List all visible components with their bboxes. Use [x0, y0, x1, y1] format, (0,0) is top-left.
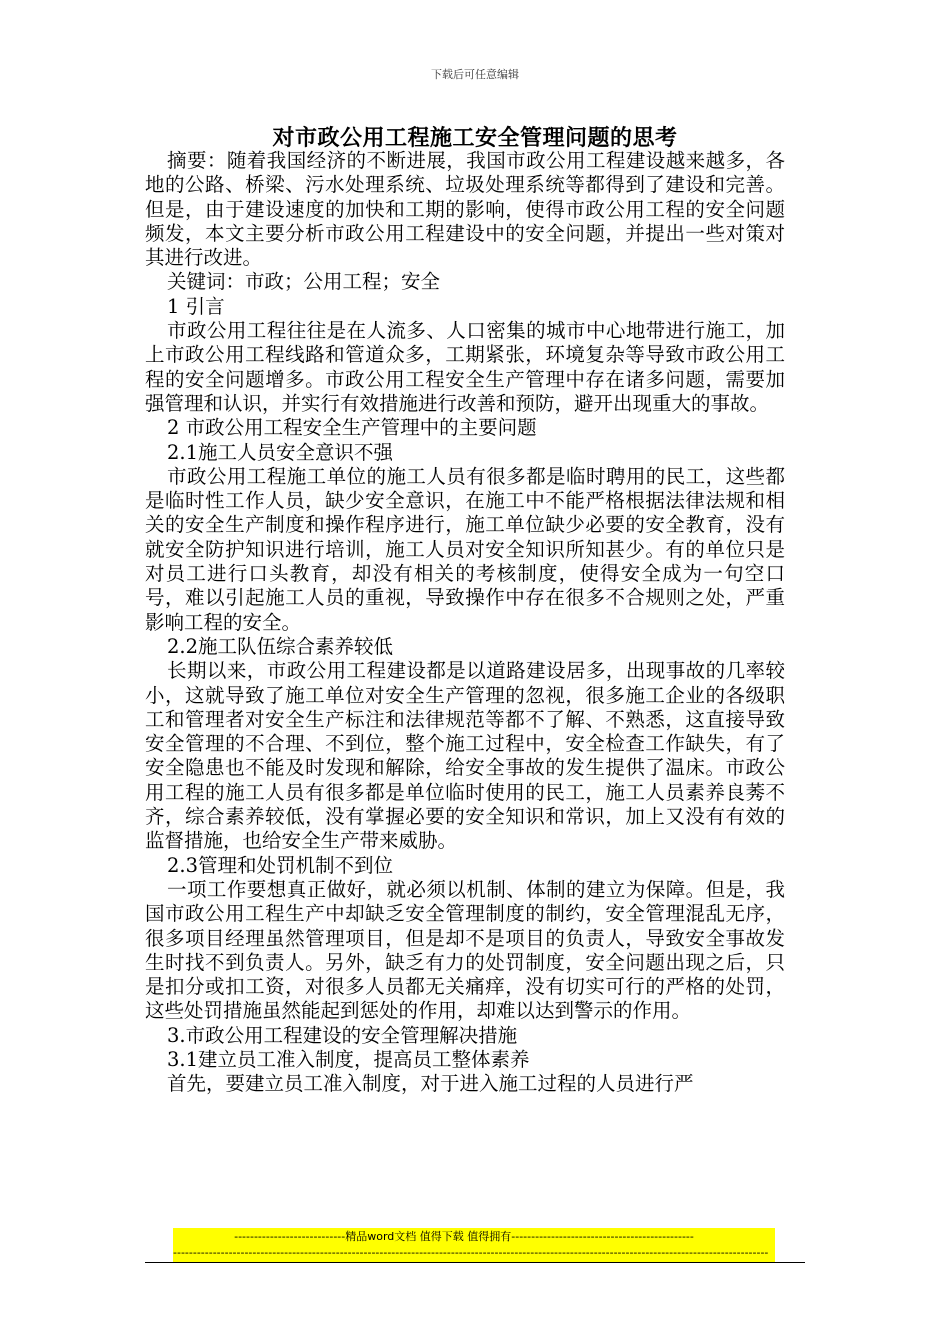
keywords-line: 关键词：市政；公用工程；安全: [167, 270, 441, 294]
footer-banner: [173, 1228, 775, 1262]
section-heading: 1 引言: [167, 294, 225, 318]
document-title: 对市政公用工程施工安全管理问题的思考: [272, 125, 678, 151]
footer-banner-text: ----------------------------精品word文档 值得下载 值得拥有----------------------------------------------: [234, 1230, 694, 1243]
abstract-paragraph: 摘要：随着我国经济的不断进展，我国市政公用工程建设越来越多，各地的公路、桥梁、污水处理系统、垃圾处理系统等都得到了建设和完善。但是，由于建设速度的加快和工期的影响，使得市政公用工程的安全问题频发，本文主要分析市政公用工程建设中的安全问题，并提出一些对策对其进行改进。: [145, 149, 785, 270]
section-heading: 3.市政公用工程建设的安全管理解决措施: [167, 1023, 518, 1047]
body-paragraph: 市政公用工程施工单位的施工人员有很多都是临时聘用的民工，这些都是临时性工作人员，缺少安全意识，在施工中不能严格根据法律法规和相关的安全生产制度和操作程序进行，施工单位缺少必要的安全教育，没有就安全防护知识进行培训，施工人员对安全知识所知甚少。有的单位只是对员工进行口头教育，却没有相关的考核制度，使得安全成为一句空口号，难以引起施工人员的重视，导致操作中存在很多不合规则之处，严重影响工程的安全。: [145, 464, 785, 634]
body-paragraph: 长期以来，市政公用工程建设都是以道路建设居多，出现事故的几率较小，这就导致了施工单位对安全生产管理的忽视，很多施工企业的各级职工和管理者对安全生产标注和法律规范等都不了解、不熟悉，这直接导致安全管理的不合理、不到位，整个施工过程中，安全检查工作缺失，有了安全隐患也不能及时发现和解除，给安全事故的发生提供了温床。市政公用工程的施工人员有很多都是单位临时使用的民工，施工人员素养良莠不齐，综合素养较低，没有掌握必要的安全知识和常识，加上又没有有效的监督措施，也给安全生产带来威胁。: [145, 659, 785, 853]
subsection-heading: 2.3管理和处罚机制不到位: [167, 853, 394, 877]
footer-dash-line: ------------------------------------------------------------------------------------------------------------------------------------------------------: [173, 1246, 769, 1259]
document-body: [145, 149, 785, 1097]
footer-rule: [145, 1262, 805, 1263]
body-paragraph: 一项工作要想真正做好，就必须以机制、体制的建立为保障。但是，我国市政公用工程生产中却缺乏安全管理制度的制约，安全管理混乱无序，很多项目经理虽然管理项目，但是却不是项目的负责人，导致安全事故发生时找不到负责人。另外，缺乏有力的处罚制度，安全问题出现之后，只是扣分或扣工资，对很多人员都无关痛痒，没有切实可行的严格的处罚，这些处罚措施虽然能起到惩处的作用，却难以达到警示的作用。: [145, 877, 785, 1023]
header-note: 下载后可任意编辑: [431, 68, 519, 81]
subsection-heading: 3.1建立员工准入制度，提高员工整体素养: [167, 1047, 530, 1071]
body-paragraph: 首先，要建立员工准入制度，对于进入施工过程的人员进行严: [167, 1072, 694, 1096]
subsection-heading: 2.1施工人员安全意识不强: [167, 440, 394, 464]
subsection-heading: 2.2施工队伍综合素养较低: [167, 634, 394, 658]
section-heading: 2 市政公用工程安全生产管理中的主要问题: [167, 416, 537, 440]
body-paragraph: 市政公用工程往往是在人流多、人口密集的城市中心地带进行施工，加上市政公用工程线路和管道众多，工期紧张，环境复杂等导致市政公用工程的安全问题增多。市政公用工程安全生产管理中存在诸多问题，需要加强管理和认识，并实行有效措施进行改善和预防，避开出现重大的事故。: [145, 319, 785, 415]
